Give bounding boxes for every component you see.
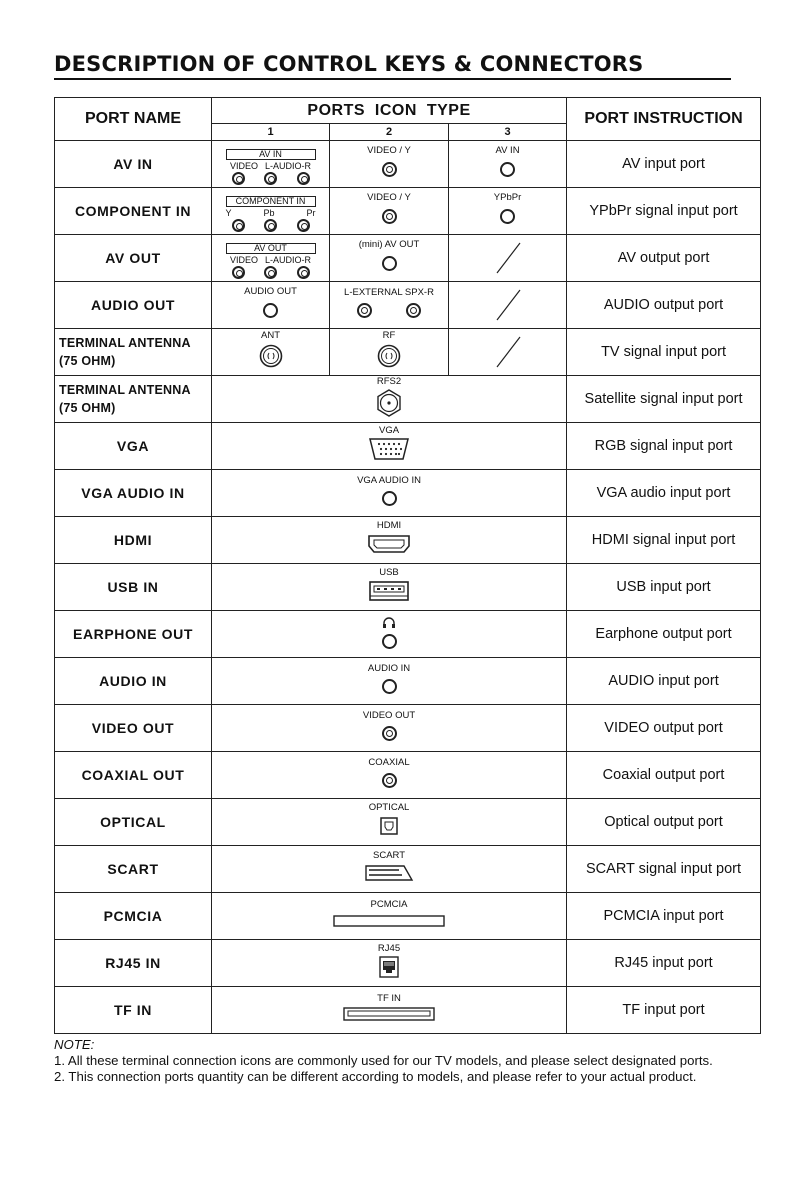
vga-connector-icon [368,437,410,461]
icon-cell-1 [212,235,330,282]
rca-jack-icon [297,266,310,279]
table-row [55,752,761,799]
port-name: AV IN [55,141,212,188]
table-row [55,893,761,940]
table-row [55,517,761,564]
rj45-connector-icon [379,956,399,978]
mini-jack-icon [382,491,397,506]
not-available-slash-icon [493,241,523,275]
icon-sublabel: L-AUDIO-R [264,160,311,171]
icon-cell-1 [212,141,330,188]
note-line-1: 1. All these terminal connection icons are commonly used for our TV models, and please select designated ports. [54,1053,713,1068]
not-available-slash-icon [493,335,523,369]
port-instruction: Coaxial output port [567,752,761,799]
port-instruction: TF input port [567,987,761,1034]
icon-label: VIDEO OUT [362,709,416,721]
rca-jack-icon [232,266,245,279]
note-label: NOTE: [54,1037,95,1052]
port-instruction: AV output port [567,235,761,282]
table-row [55,705,761,752]
hdmi-connector-icon [367,534,411,554]
port-instruction: SCART signal input port [567,846,761,893]
port-instruction: PCMCIA input port [567,893,761,940]
icon-label: VGA [378,425,400,436]
icon-cell-2 [330,329,449,376]
icon-cell [212,611,567,658]
icon-cell-2 [330,188,449,235]
header-ports-icon-type: PORTS ICON TYPE [212,98,567,124]
icon-cell [212,470,567,517]
port-name: TF IN [55,987,212,1034]
icon-cell-2 [330,235,449,282]
icon-label: RF [382,330,396,341]
icon-label: RFS2 [376,375,402,387]
port-name: VGA [55,423,212,470]
port-name [55,329,212,376]
icon-cell [212,893,567,940]
mini-jack-icon [500,162,515,177]
rca-jack-icon [264,219,277,232]
title-underline [54,78,731,80]
icon-cell-1 [212,329,330,376]
icon-cell-2 [330,282,449,329]
port-name: COMPONENT IN [55,188,212,235]
icon-label: TF IN [377,993,401,1004]
table-row [55,658,761,705]
port-name: AV OUT [55,235,212,282]
icon-label: AV IN [226,149,316,160]
port-name: EARPHONE OUT [55,611,212,658]
port-instruction: USB input port [567,564,761,611]
port-instruction: AUDIO output port [567,282,761,329]
icon-label: AUDIO OUT [244,286,297,297]
table-row [55,235,761,282]
header-col-2: 2 [330,124,449,141]
port-name: RJ45 IN [55,940,212,987]
pcmcia-slot-icon [333,915,445,927]
icon-sublabel: L-AUDIO-R [264,254,311,265]
port-name: HDMI [55,517,212,564]
mini-jack-icon [382,256,397,271]
coaxial-jack-icon [382,773,397,788]
icon-cell [212,423,567,470]
port-name [55,376,212,423]
icon-sublabel: Pb [263,207,275,218]
port-name-line: TERMINAL ANTENNA [59,336,191,350]
table-row [55,470,761,517]
icon-label: OPTICAL [368,802,410,813]
icon-label: L-EXTERNAL SPX-R [344,286,434,298]
rca-jack-icon [382,162,397,177]
port-instruction: VGA audio input port [567,470,761,517]
icon-label: SCART [373,850,406,861]
icon-cell-3 [449,329,567,376]
tf-card-slot-icon [343,1007,435,1021]
icon-sublabel: Pr [306,207,316,218]
icon-cell [212,940,567,987]
port-name: OPTICAL [55,799,212,846]
rca-jack-icon [357,303,372,318]
rca-jack-icon [382,726,397,741]
port-name: SCART [55,846,212,893]
port-instruction: TV signal input port [567,329,761,376]
port-name: PCMCIA [55,893,212,940]
table-row [55,188,761,235]
table-row [55,423,761,470]
icon-label: AV OUT [226,243,316,254]
table-row [55,564,761,611]
port-instruction: HDMI signal input port [567,517,761,564]
rca-jack-icon [297,172,310,185]
icon-cell-3 [449,235,567,282]
rca-jacks-icon [232,266,310,279]
icon-cell [212,752,567,799]
port-name: VGA AUDIO IN [55,470,212,517]
rca-jack-icon [264,266,277,279]
port-name-line: (75 OHM) [59,354,116,368]
port-instruction: RJ45 input port [567,940,761,987]
icon-label: VIDEO / Y [367,145,411,156]
note-section [54,1037,713,1085]
port-instruction: Optical output port [567,799,761,846]
usb-connector-icon [368,580,410,602]
icon-label: PCMCIA [370,899,408,910]
icon-label: HDMI [376,520,402,531]
antenna-connector-icon [259,344,283,368]
icon-label: ANT [261,330,280,341]
icon-cell-2 [330,141,449,188]
page-title: DESCRIPTION OF CONTROL KEYS & CONNECTORS [54,52,644,76]
icon-label: YPbPr [493,192,522,203]
header-port-name: PORT NAME [55,98,212,141]
not-available-slash-icon [493,288,523,322]
table-row [55,940,761,987]
table-row [55,329,761,376]
port-instruction: Satellite signal input port [567,376,761,423]
icon-label: AUDIO IN [367,662,411,674]
scart-connector-icon [364,864,414,882]
icon-cell-1 [212,188,330,235]
icon-label: COMPONENT IN [226,196,316,207]
table-row [55,611,761,658]
rca-jack-icon [406,303,421,318]
table-row [55,376,761,423]
rca-jacks-icon [232,219,310,232]
table-row [55,799,761,846]
port-instruction: AV input port [567,141,761,188]
icon-cell [212,658,567,705]
icon-cell [212,846,567,893]
icon-cell [212,376,567,423]
icon-cell [212,564,567,611]
icon-cell [212,987,567,1034]
icon-cell [212,799,567,846]
icon-cell-3 [449,282,567,329]
note-line-2: 2. This connection ports quantity can be different according to models, and please refer to your actual product. [54,1069,697,1084]
port-instruction: YPbPr signal input port [567,188,761,235]
port-instruction: Earphone output port [567,611,761,658]
port-name: AUDIO IN [55,658,212,705]
mini-jack-icon [382,679,397,694]
icon-label: (mini) AV OUT [358,239,420,250]
ports-table [54,97,761,1034]
port-name-line: TERMINAL ANTENNA [59,383,191,397]
table-row [55,846,761,893]
rca-jack-icon [232,219,245,232]
rca-jacks-icon [232,172,310,185]
icon-label: VGA AUDIO IN [357,474,421,486]
icon-cell-3 [449,188,567,235]
mini-jack-icon [500,209,515,224]
port-instruction: VIDEO output port [567,705,761,752]
rca-jack-icon [297,219,310,232]
port-instruction: AUDIO input port [567,658,761,705]
rca-jack-icon [382,209,397,224]
table-row [55,987,761,1034]
icon-cell-3 [449,141,567,188]
rca-jack-icon [232,172,245,185]
icon-sublabel: VIDEO [229,254,258,265]
mini-jack-icon [263,303,278,318]
icon-label: VIDEO / Y [367,192,411,203]
headphone-icon [382,616,396,628]
port-instruction: RGB signal input port [567,423,761,470]
header-row [55,98,761,124]
satellite-f-connector-icon [375,389,403,417]
icon-label: RJ45 [377,942,401,954]
icon-label: USB [379,566,399,578]
icon-sublabel: Y [225,207,232,218]
icon-cell [212,705,567,752]
header-col-1: 1 [212,124,330,141]
port-name: AUDIO OUT [55,282,212,329]
header-port-instruction: PORT INSTRUCTION [567,98,761,141]
table-row [55,141,761,188]
icon-cell-1 [212,282,330,329]
icon-label: AV IN [495,145,520,156]
port-name-line: (75 OHM) [59,401,116,415]
port-name: USB IN [55,564,212,611]
port-name: COAXIAL OUT [55,752,212,799]
icon-sublabel: VIDEO [229,160,258,171]
icon-label: COAXIAL [368,756,410,768]
header-col-3: 3 [449,124,567,141]
table-row [55,282,761,329]
port-name: VIDEO OUT [55,705,212,752]
rf-connector-icon [377,344,401,368]
icon-cell [212,517,567,564]
rca-jack-icon [264,172,277,185]
earphone-jack-icon [382,634,397,649]
optical-connector-icon [379,816,399,836]
